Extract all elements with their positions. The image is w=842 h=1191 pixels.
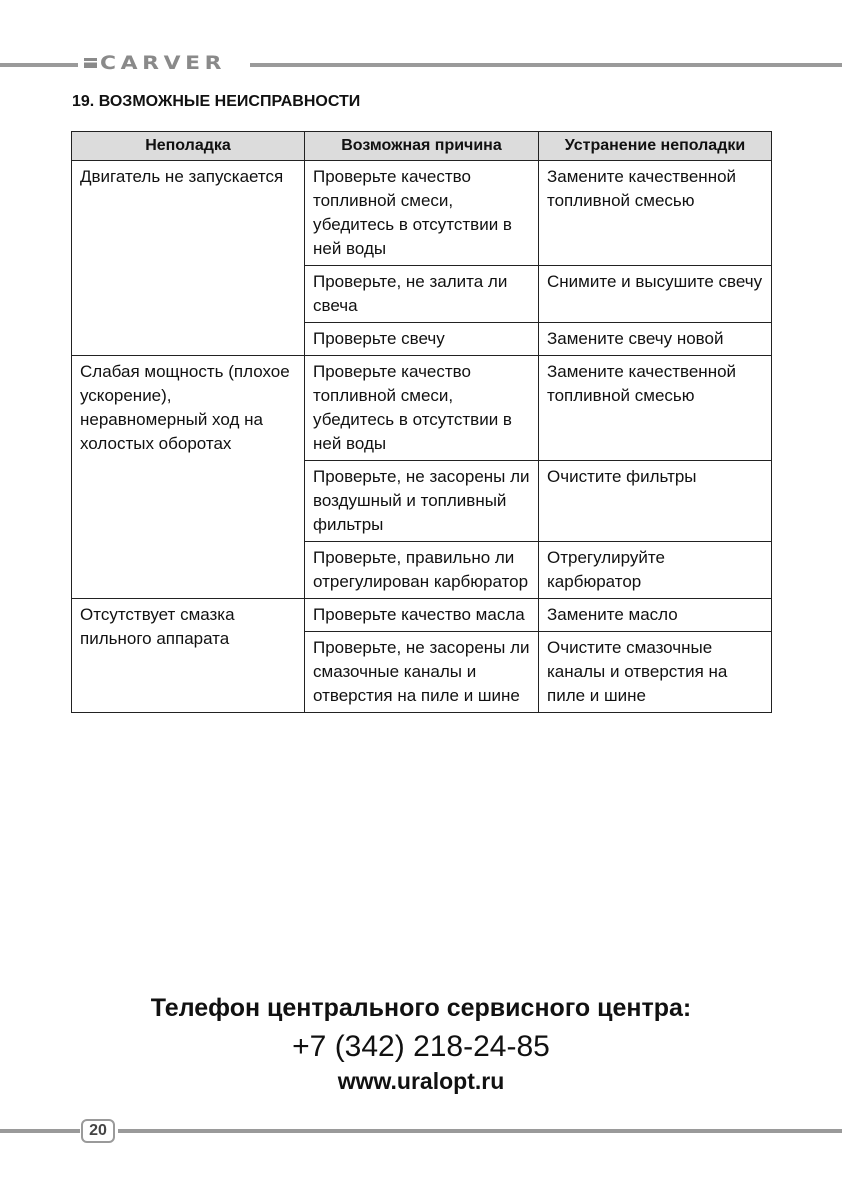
column-header-cause: Возможная причина — [305, 132, 539, 161]
problem-cell: Отсутствует смазка пильного аппарата — [72, 599, 305, 713]
logo-mark-icon — [84, 58, 97, 68]
brand-name: CARVER — [100, 52, 227, 74]
footer-rule-left — [0, 1129, 80, 1133]
service-center-title: Телефон центрального сервисного центра: — [150, 994, 692, 1022]
cause-cell: Проверьте качество масла — [305, 599, 539, 632]
section-title: 19. ВОЗМОЖНЫЕ НЕИСПРАВНОСТИ — [72, 93, 361, 110]
cause-cell: Проверьте, правильно ли отрегулирован карбюратор — [305, 542, 539, 599]
cause-cell: Проверьте, не залита ли свеча — [305, 266, 539, 323]
cause-cell: Проверьте качество топливной смеси, убедитесь в отсутствии в ней воды — [305, 161, 539, 266]
cause-cell: Проверьте, не засорены ли воздушный и топливный фильтры — [305, 461, 539, 542]
problem-cell: Двигатель не запускается — [72, 161, 305, 356]
fix-cell: Замените свечу новой — [539, 323, 772, 356]
fix-cell: Замените масло — [539, 599, 772, 632]
table-row — [72, 161, 772, 266]
fix-cell: Очистите фильтры — [539, 461, 772, 542]
problem-cell: Слабая мощность (плохое ускорение), неравномерный ход на холостых оборотах — [72, 356, 305, 599]
fix-cell: Снимите и высушите свечу — [539, 266, 772, 323]
page-number: 20 — [81, 1119, 115, 1143]
service-website[interactable]: www.uralopt.ru — [337, 1068, 505, 1094]
header-rule-left — [0, 63, 78, 67]
column-header-problem: Неполадка — [72, 132, 305, 161]
troubleshooting-table — [71, 131, 772, 713]
fix-cell: Очистите смазочные каналы и отверстия на пиле и шине — [539, 632, 772, 713]
column-header-fix: Устранение неполадки — [539, 132, 772, 161]
table-header-row — [72, 132, 772, 161]
footer-rule-right — [118, 1129, 842, 1133]
header-rule-right — [250, 63, 842, 67]
table-row — [72, 599, 772, 632]
cause-cell: Проверьте качество топливной смеси, убедитесь в отсутствии в ней воды — [305, 356, 539, 461]
service-phone: +7 (342) 218-24-85 — [292, 1030, 550, 1063]
fix-cell: Замените качественной топливной смесью — [539, 161, 772, 266]
fix-cell: Замените качественной топливной смесью — [539, 356, 772, 461]
brand-logo — [84, 52, 227, 74]
cause-cell: Проверьте, не засорены ли смазочные каналы и отверстия на пиле и шине — [305, 632, 539, 713]
table-row — [72, 356, 772, 461]
cause-cell: Проверьте свечу — [305, 323, 539, 356]
fix-cell: Отрегулируйте карбюратор — [539, 542, 772, 599]
